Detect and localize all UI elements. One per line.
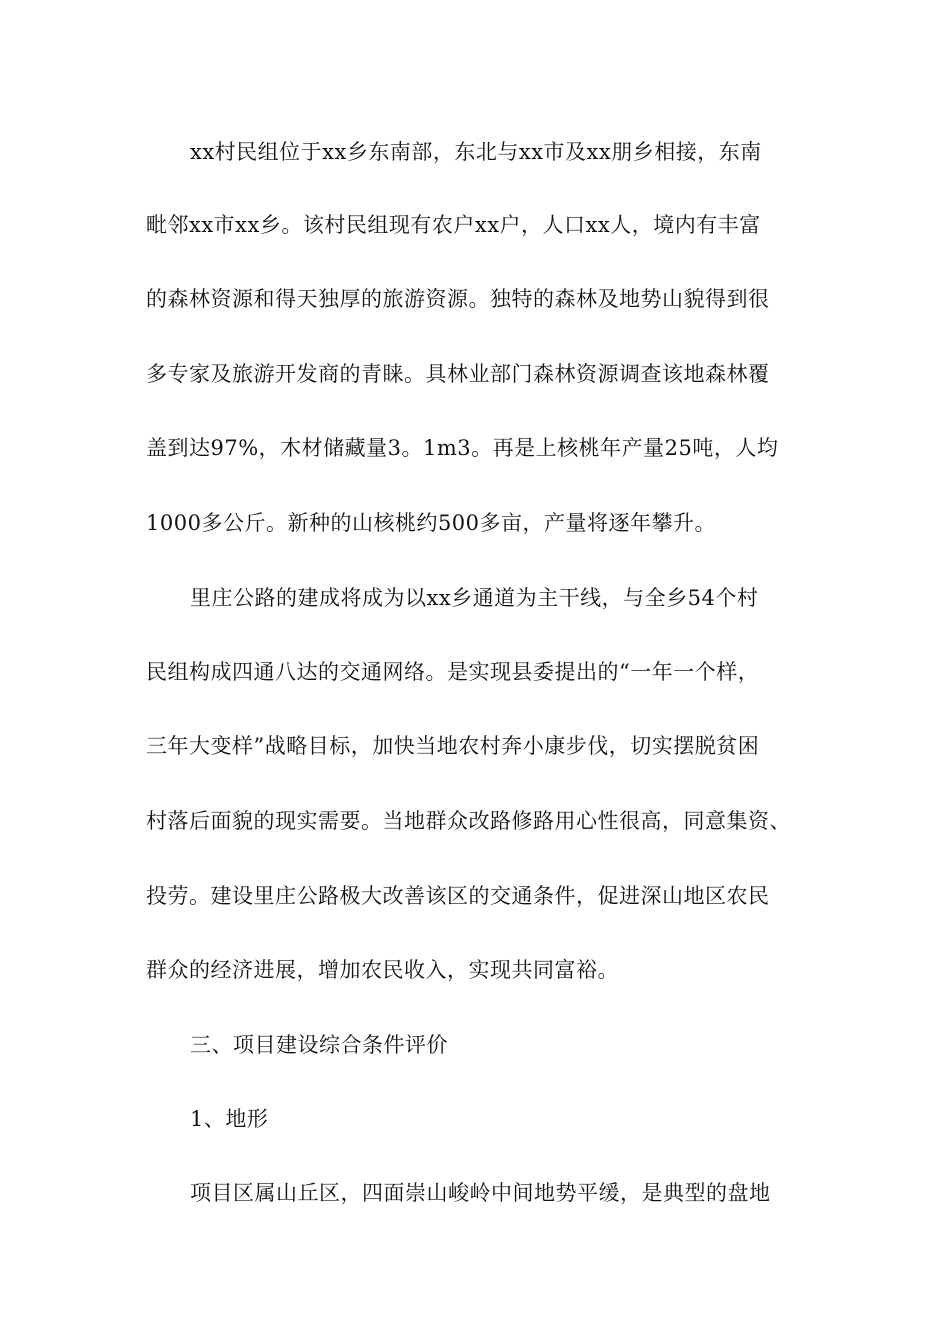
- paragraph-2-line-6: 群众的经济进展，增加农民收入，实现共同富裕。: [146, 958, 619, 982]
- paragraph-3-line-1: 项目区属山丘区，四面崇山峻岭中间地势平缓，是典型的盘地: [190, 1181, 771, 1205]
- paragraph-1-line-2: 毗邻xx市xx乡。该村民组现有农户xx户，人口xx人，境内有丰富: [146, 213, 761, 237]
- paragraph-2-line-2: 民组构成四通八达的交通网络。是实现县委提出的“一年一个样，: [146, 660, 760, 684]
- paragraph-2-line-1: 里庄公路的建成将成为以xx乡通道为主干线，与全乡54个村: [190, 586, 759, 610]
- paragraph-1-line-4: 多专家及旅游开发商的青睐。具林业部门森林资源调查该地森林覆: [146, 362, 770, 386]
- paragraph-1-line-3: 的森林资源和得天独厚的旅游资源。独特的森林及地势山貌得到很: [146, 287, 770, 311]
- paragraph-2-line-5: 投劳。建设里庄公路极大改善该区的交通条件，促进深山地区农民: [146, 884, 770, 908]
- subsection-heading: 1、地形: [190, 1107, 269, 1131]
- paragraph-2-line-4: 村落后面貌的现实需要。当地群众改路修路用心性很高，同意集资、: [146, 809, 791, 833]
- paragraph-1-line-6: 1000多公斤。新种的山核桃约500多亩，产量将逐年攀升。: [146, 511, 717, 535]
- paragraph-2-line-3: 三年大变样”战略目标，加快当地农村奔小康步伐，切实摆脱贫困: [146, 734, 760, 758]
- section-heading: 三、项目建设综合条件评价: [190, 1033, 448, 1057]
- paragraph-1-line-5: 盖到达97%，木材储藏量3。1m3。再是上核桃年产量25吨，人均: [146, 436, 779, 460]
- paragraph-1-line-1: xx村民组位于xx乡东南部，东北与xx市及xx朋乡相接，东南: [190, 140, 762, 164]
